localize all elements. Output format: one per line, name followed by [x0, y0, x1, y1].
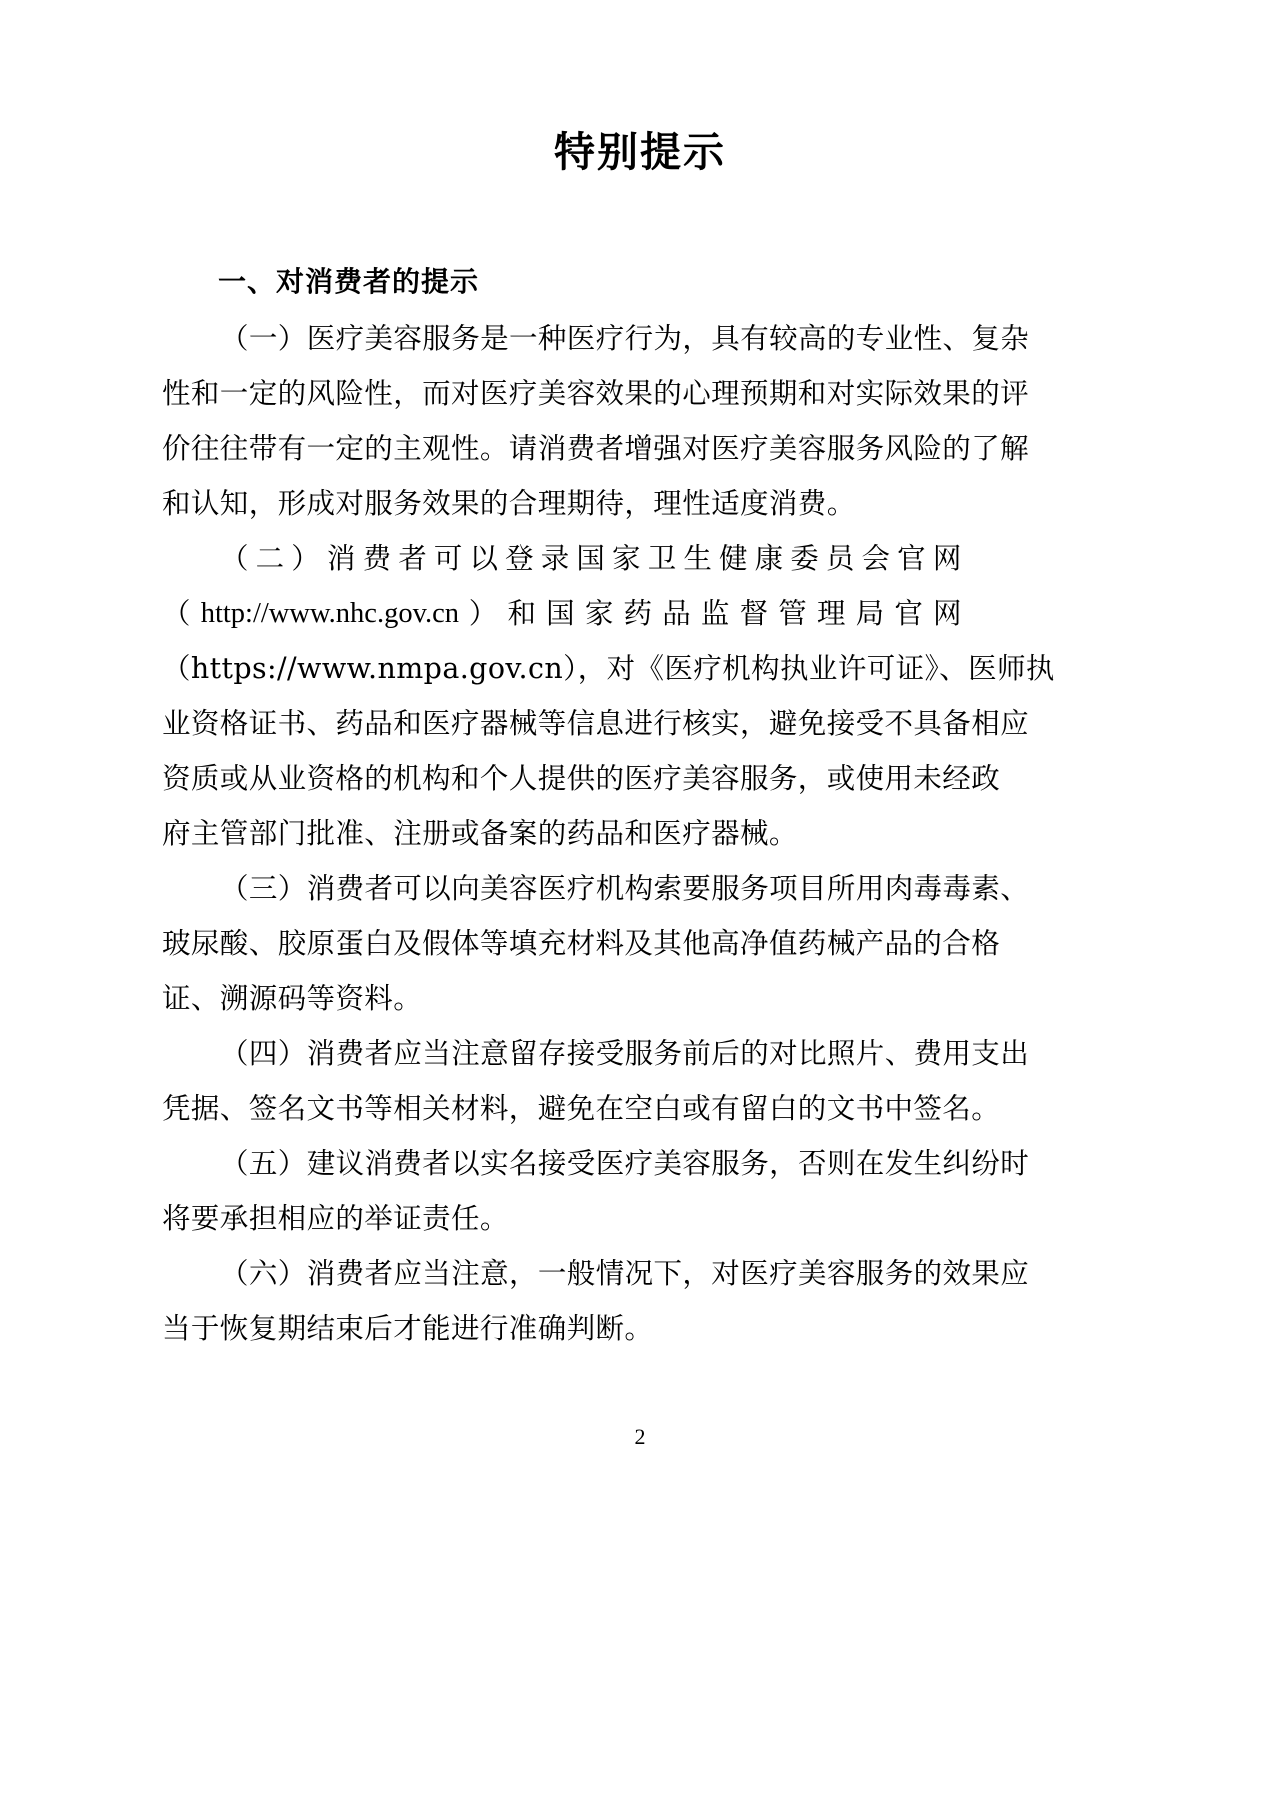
paragraph-line: （六）消费者应当注意，一般情况下，对医疗美容服务的效果应 [220, 1256, 1030, 1290]
glyph: 品 [662, 596, 692, 630]
glyph: ） [291, 541, 321, 575]
paragraph-line: 资质或从业资格的机构和个人提供的医疗美容服务，或使用未经政 [162, 761, 1001, 795]
glyph: 生 [683, 541, 713, 575]
section-heading-consumer-tips: 一、对消费者的提示 [218, 266, 480, 297]
url-nhc: http://www.nhc.gov.cn [200, 597, 459, 629]
paragraph-line: 性和一定的风险性，而对医疗美容效果的心理预期和对实际效果的评 [162, 376, 1030, 410]
page-title: 特别提示 [554, 128, 726, 176]
glyph: 管 [778, 596, 808, 630]
paragraph-line: 价往往带有一定的主观性。请消费者增强对医疗美容服务风险的了解 [162, 431, 1030, 465]
paragraph-line: （一）医疗美容服务是一种医疗行为，具有较高的专业性、复杂 [220, 321, 1030, 355]
paragraph-line: （五）建议消费者以实名接受医疗美容服务，否则在发生纠纷时 [220, 1146, 1030, 1180]
glyph: 和 [507, 596, 537, 630]
glyph: 官 [897, 541, 927, 575]
glyph: 网 [933, 596, 962, 630]
paragraph-line: 府主管部门批准、注册或备案的药品和医疗器械。 [162, 816, 798, 850]
glyph: 委 [790, 541, 820, 575]
glyph: 员 [825, 541, 855, 575]
glyph: 健 [718, 541, 748, 575]
glyph: 登 [505, 541, 535, 575]
paragraph-line: 证、溯源码等资料。 [162, 981, 423, 1015]
glyph: 以 [469, 541, 499, 575]
paragraph-item-4 [162, 1026, 1030, 1136]
paragraph-line: （https://www.nmpa.gov.cn），对《医疗机构执业许可证》、医师执 [162, 651, 1055, 685]
glyph: 二 [255, 541, 285, 575]
glyph: 理 [816, 596, 846, 630]
glyph: 消 [326, 541, 356, 575]
glyph: 费 [362, 541, 392, 575]
glyph: ） [468, 596, 498, 630]
paragraph-line-justified [162, 531, 962, 586]
glyph: 督 [739, 596, 769, 630]
paragraph-line: （三）消费者可以向美容医疗机构索要服务项目所用肉毒毒素、 [220, 871, 1030, 905]
paragraph-line: 玻尿酸、胶原蛋白及假体等填充材料及其他高净值药械产品的合格 [162, 926, 1001, 960]
glyph: 国 [576, 541, 606, 575]
glyph: 可 [433, 541, 463, 575]
page-number: 2 [634, 1424, 646, 1449]
paragraph-line: 当于恢复期结束后才能进行准确判断。 [162, 1311, 654, 1345]
paragraph-item-5 [162, 1136, 1030, 1246]
paragraph-line: 将要承担相应的举证责任。 [162, 1201, 509, 1235]
paragraph-item-6 [162, 1246, 1030, 1356]
paragraph-line-justified-url [162, 586, 962, 641]
paragraph-line: 凭据、签名文书等相关材料，避免在空白或有留白的文书中签名。 [162, 1091, 1001, 1125]
glyph: 家 [584, 596, 614, 630]
glyph: 者 [398, 541, 428, 575]
glyph: 药 [623, 596, 653, 630]
glyph: 康 [754, 541, 784, 575]
paragraph-item-1 [162, 311, 1030, 531]
glyph: 局 [855, 596, 885, 630]
glyph: 卫 [647, 541, 677, 575]
glyph: 会 [861, 541, 891, 575]
glyph: 家 [612, 541, 641, 575]
paragraph-line: 业资格证书、药品和医疗器械等信息进行核实，避免接受不具备相应 [162, 706, 1030, 740]
glyph: 监 [700, 596, 730, 630]
paragraph-line: （四）消费者应当注意留存接受服务前后的对比照片、费用支出 [220, 1036, 1030, 1070]
glyph: 录 [540, 541, 570, 575]
glyph: （ [162, 596, 191, 630]
paragraph-line: 和认知，形成对服务效果的合理期待，理性适度消费。 [162, 486, 856, 520]
document-body [162, 262, 1055, 1356]
paragraph-item-2 [162, 531, 1055, 861]
glyph: （ [220, 541, 249, 575]
glyph: 国 [546, 596, 576, 630]
paragraph-item-3 [162, 861, 1030, 1026]
glyph: 官 [894, 596, 924, 630]
glyph: 网 [932, 541, 962, 575]
